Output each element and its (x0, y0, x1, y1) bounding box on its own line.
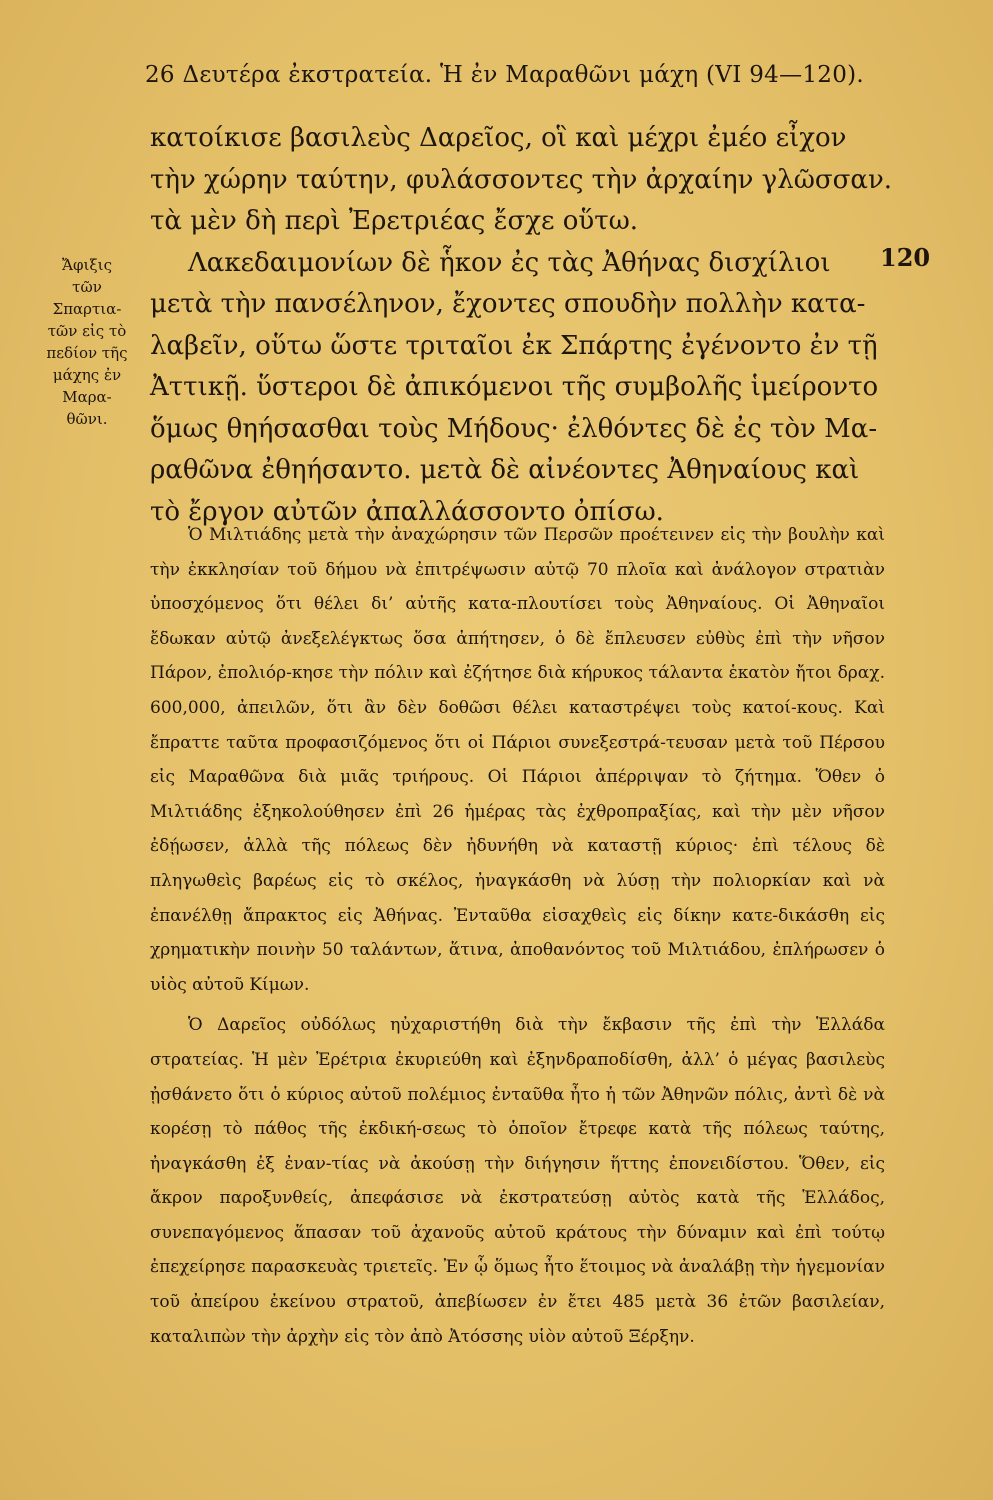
margin-note-line: τῶν (72, 278, 102, 296)
chapter-number: 120 (880, 243, 931, 272)
margin-note-line: θῶνι. (66, 410, 108, 428)
margin-note-line: Μαρα- (62, 388, 112, 406)
text-line: μετὰ τὴν πανσέληνον, ἔχοντες σπουδὴν πολλὴν κατα- (150, 289, 866, 319)
commentary-paragraph: Ὁ Δαρεῖος οὐδόλως ηὐχαριστήθη διὰ τὴν ἔκβασιν τῆς ἐπὶ τὴν Ἑλλάδα στρατείας. Ἡ μὲν Ἐρέτρια ἐκυριεύθη καὶ ἐξηνδραποδίσθη, ἀλλ’ ὁ μέγας βασιλεὺς ᾐσθάνετο ὅτι ὁ κύριος αὐτοῦ πολέμιος ἐνταῦθα ἦτο ἡ τῶν Ἀθηνῶν πόλις, ἀντὶ δὲ νὰ κορέσῃ τὸ πάθος τῆς ἐκδική-σεως τὸ ὁποῖον ἔτρεφε κατὰ τῆς πόλεως ταύτης, ἠναγκάσθη ἐξ ἐναν-τίας νὰ ἀκούσῃ τὴν διήγησιν ἥττης ἐπονειδίστου. Ὅθεν, εἰς ἄκρον παροξυνθείς, ἀπεφάσισε νὰ ἐκστρατεύσῃ αὐτὸς κατὰ τῆς Ἑλλάδος, συνεπαγόμενος ἅπασαν τοῦ ἀχανοῦς αὐτοῦ κράτους τὴν δύναμιν καὶ ἐπὶ τούτῳ ἐπεχείρησε παρασκευὰς τριετεῖς. Ἐν ᾧ ὅμως ἦτο ἕτοιμος νὰ ἀναλάβῃ τὴν ἡγεμονίαν τοῦ ἀπείρου ἐκείνου στρατοῦ, ἀπεβίωσεν ἐν ἔτει 485 μετὰ 36 ἐτῶν βασιλείαν, καταλιπὼν τὴν ἀρχὴν εἰς τὸν ἀπὸ Ἀτόσσης υἱὸν αὐτοῦ Ξέρξην. (150, 1015, 885, 1347)
margin-note (28, 254, 146, 430)
commentary-paragraph: Ὁ Μιλτιάδης μετὰ τὴν ἀναχώρησιν τῶν Περσῶν προέτεινεν εἰς τὴν βουλὴν καὶ τὴν ἐκκλησίαν τοῦ δήμου νὰ ἐπιτρέψωσιν αὐτῷ 70 πλοῖα καὶ ἀνάλογον στρατιὰν ὑποσχόμενος ὅτι θέλει δι’ αὐτῆς κατα-πλουτίσει τοὺς Ἀθηναίους. Οἱ Ἀθηναῖοι ἔδωκαν αὐτῷ ἀνεξελέγκτως ὅσα ἀπήτησεν, ὁ δὲ ἔπλευσεν εὐθὺς ἐπὶ τὴν νῆσον Πάρον, ἐπολιόρ-κησε τὴν πόλιν καὶ ἐζήτησε διὰ κήρυκος τάλαντα ἑκατὸν ἤτοι δραχ. 600,000, ἀπειλῶν, ὅτι ἂν δὲν δοθῶσι θέλει καταστρέψει τοὺς κατοί-κους. Καὶ ἔπραττε ταῦτα προφασιζόμενος ὅτι οἱ Πάριοι συνεξεστρά-τευσαν μετὰ τοῦ Πέρσου εἰς Μαραθῶνα διὰ μιᾶς τριήρους. Οἱ Πάριοι ἀπέρριψαν τὸ ζήτημα. Ὅθεν ὁ Μιλτιάδης ἐξηκολούθησεν ἐπὶ 26 ἡμέρας τὰς ἐχθροπραξίας, καὶ τὴν μὲν νῆσον ἐδῄωσεν, ἀλλὰ τῆς πόλεως δὲν ἠδυνήθη νὰ καταστῇ κύριος· ἐπὶ τέλους δὲ πληγωθεὶς βαρέως εἰς τὸ σκέλος, ἠναγκάσθη νὰ λύσῃ τὴν πολιορκίαν καὶ νὰ ἐπανέλθῃ ἄπρακτος εἰς Ἀθήνας. Ἐνταῦθα εἰσαχθεὶς εἰς δίκην κατε-δικάσθη εἰς χρηματικὴν ποινὴν 50 ταλάντων, ἅτινα, ἀποθανόντος τοῦ Μιλτιάδου, ἐπλήρωσεν ὁ υἱὸς αὐτοῦ Κίμων. (150, 525, 885, 995)
ancient-text (150, 118, 893, 533)
margin-note-line: πεδίον τῆς (46, 344, 128, 362)
text-line: λαβεῖν, οὕτω ὥστε τριταῖοι ἐκ Σπάρτης ἐγένοντο ἐν τῇ (150, 330, 878, 361)
text-line: Ἀττικῇ. ὕστεροι δὲ ἀπικόμενοι τῆς συμβολῆς ἱμείροντο (150, 372, 879, 402)
text-line: τὰ μὲν δὴ περὶ Ἐρετριέας ἔσχε οὕτω. (150, 206, 639, 236)
margin-note-line: Ἄφιξις (62, 256, 112, 274)
margin-note-line: Σπαρτια- (52, 300, 122, 318)
margin-note-line: μάχης ἐν (52, 366, 122, 384)
text-line: ραθῶνα ἐθηήσαντο. μετὰ δὲ αἰνέοντες Ἀθηναίους καὶ (150, 455, 860, 485)
text-line: κατοίκισε βασιλεὺς Δαρεῖος, οἳ καὶ μέχρι ἐμέο εἶχον (150, 123, 847, 153)
page-header: 26 Δευτέρα ἐκστρατεία. Ἡ ἐν Μαραθῶνι μάχη (VI 94—120). (145, 62, 865, 88)
text-line: ὅμως θηήσασθαι τοὺς Μήδους· ἐλθόντες δὲ ἐς τὸν Μα- (150, 413, 878, 444)
margin-note-line: τῶν εἰς τὸ (47, 322, 127, 340)
text-line: Λακεδαιμονίων δὲ ἧκον ἐς τὰς Ἀθήνας δισχίλιοι (188, 247, 831, 278)
text-line: τὴν χώρην ταύτην, φυλάσσοντες τὴν ἀρχαίην γλῶσσαν. (150, 164, 893, 195)
commentary (150, 518, 885, 1360)
text-line: τὸ ἔργον αὐτῶν ἀπαλλάσσοντο ὀπίσω. (150, 496, 664, 527)
